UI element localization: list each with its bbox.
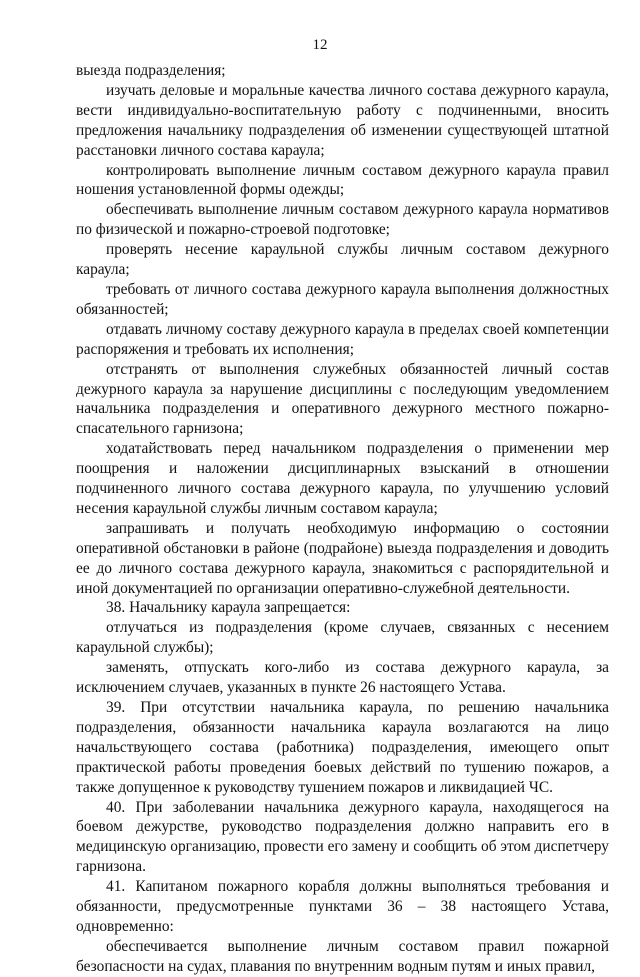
paragraph: 40. При заболевании начальника дежурного караула, находящегося на боевом дежурстве, руководство подразделения должно направить его в медицинскую организацию, провести его замену и сообщить об этом диспетчеру гарнизона. xyxy=(76,798,609,876)
paragraph: обеспечивать выполнение личным составом дежурного караула нормативов по физической и пожарно-строевой подготовке; xyxy=(76,201,609,239)
paragraph: обеспечивается выполнение личным составом правил пожарной безопасности на судах, плавания по внутренним водным путям и иных правил, xyxy=(76,937,609,975)
paragraph: требовать от личного состава дежурного караула выполнения должностных обязанностей; xyxy=(76,280,609,318)
paragraph: запрашивать и получать необходимую информацию о состоянии оперативной обстановки в районе (подрайоне) выезда подразделения и доводить ее до личного состава дежурного караула, знакомиться с распорядительной и иной документацией по организации оперативно-служебной деятельности. xyxy=(76,519,609,597)
paragraph: проверять несение караульной службы личным составом дежурного караула; xyxy=(76,241,609,279)
paragraph: отдавать личному составу дежурного караула в пределах своей компетенции распоряжения и требовать их исполнения; xyxy=(76,320,609,358)
paragraph: отлучаться из подразделения (кроме случаев, связанных с несением караульной службы); xyxy=(76,619,609,657)
paragraph: ходатайствовать перед начальником подразделения о применении мер поощрения и наложении дисциплинарных взысканий в отношении подчиненного личного состава дежурного караула, по улучшению условий несения караульной службы личным составом караула; xyxy=(76,440,609,517)
paragraph: 41. Капитаном пожарного корабля должны выполняться требования и обязанности, предусмотренные пунктами 36 – 38 настоящего Устава, одновременно: xyxy=(76,878,609,935)
paragraph: изучать деловые и моральные качества личного состава дежурного караула, вести индивидуально-воспитательную работу с подчиненными, вносить предложения начальнику подразделения об изменении существующей штатной расстановки личного состава караула; xyxy=(76,81,609,159)
paragraph: заменять, отпускать кого-либо из состава дежурного караула, за исключением случаев, указанных в пункте 26 настоящего Устава. xyxy=(76,659,609,697)
page-number: 12 xyxy=(312,37,328,53)
paragraph: 38. Начальнику караула запрещается: xyxy=(106,599,351,617)
paragraph: выезда подразделения; xyxy=(76,62,226,79)
body-text xyxy=(76,61,609,977)
paragraph: отстранять от выполнения служебных обязанностей личный состав дежурного караула за нарушение дисциплины с последующим уведомлением начальника подразделения и оперативного дежурного местного пожарно-спасательного гарнизона; xyxy=(76,360,609,438)
paragraph: 39. При отсутствии начальника караула, по решению начальника подразделения, обязанности начальника караула возлагаются на лицо начальствующего состава (работника) подразделения, имеющего опыт практической работы проведения боевых действий по тушению пожаров, а также допущенное к руководству тушением пожаров и ликвидацией ЧС. xyxy=(76,699,609,796)
paragraph: контролировать выполнение личным составом дежурного караула правил ношения установленной формы одежды; xyxy=(76,161,609,199)
